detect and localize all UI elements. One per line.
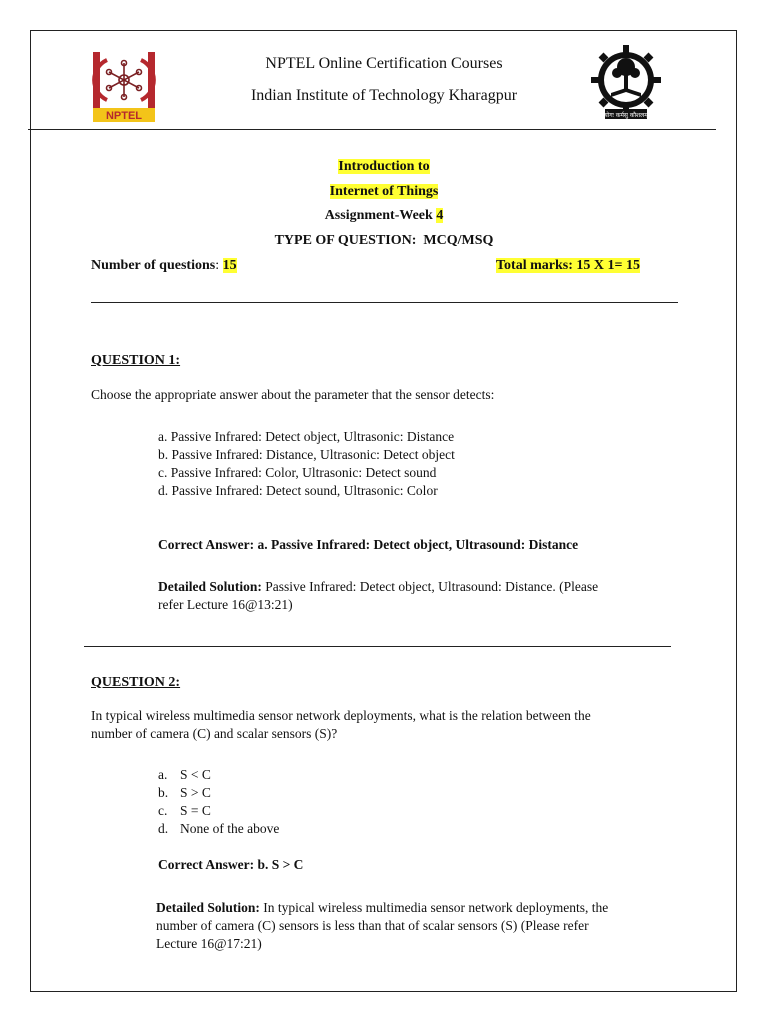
question-2-heading xyxy=(91,674,180,692)
question-2-solution-line3: Lecture 16@17:21) xyxy=(156,936,262,951)
total-marks xyxy=(496,257,640,275)
question-2-options xyxy=(158,766,279,838)
course-title-text1: Introduction to xyxy=(338,159,430,174)
header-rule xyxy=(28,129,716,130)
option-label: d. xyxy=(158,821,169,836)
num-questions-sep: : xyxy=(215,258,223,273)
question-1-solution-line1: Passive Infrared: Detect object, Ultrasound: Distance. (Please xyxy=(261,579,599,594)
question-1-solution xyxy=(158,578,678,614)
question-2-text-line2: number of camera (C) and scalar sensors (S)? xyxy=(91,726,338,741)
assignment-prefix: Assignment-Week xyxy=(324,208,437,223)
question-1-option-b: b. Passive Infrared: Distance, Ultrasonic: Detect object xyxy=(158,447,455,462)
course-title-line1 xyxy=(0,158,768,176)
question-2-solution xyxy=(156,899,696,953)
option-label: c. xyxy=(158,803,168,818)
assignment-week-number: 4 xyxy=(436,208,444,223)
num-questions-label: Number of questions xyxy=(91,258,216,273)
question-type: TYPE OF QUESTION: MCQ/MSQ xyxy=(274,233,494,248)
question-divider xyxy=(84,646,671,647)
num-questions xyxy=(91,257,237,275)
question-1-option-a: a. Passive Infrared: Detect object, Ultrasonic: Distance xyxy=(158,429,455,444)
course-title-line2 xyxy=(0,183,768,201)
header-line2: Indian Institute of Technology Kharagpur xyxy=(250,87,518,104)
option-text: S = C xyxy=(180,803,211,818)
option-text: S > C xyxy=(180,785,211,800)
option-label: a. xyxy=(158,767,168,782)
title-rule xyxy=(91,302,678,303)
option-text: None of the above xyxy=(180,821,280,836)
question-1-options xyxy=(158,428,455,500)
question-2-text xyxy=(91,707,691,743)
question-1-correct-answer: Correct Answer: a. Passive Infrared: Detect object, Ultrasound: Distance xyxy=(158,537,579,552)
question-1-option-d: d. Passive Infrared: Detect sound, Ultrasonic: Color xyxy=(158,483,438,498)
question-1-heading-text: QUESTION 1: xyxy=(91,353,181,368)
question-2-correct-answer: Correct Answer: b. S > C xyxy=(158,857,304,872)
question-2-option-b xyxy=(158,784,279,802)
option-text: S < C xyxy=(180,767,211,782)
option-label: b. xyxy=(158,785,169,800)
question-1-solution-line2: refer Lecture 16@13:21) xyxy=(158,597,293,612)
question-2-solution-line2: number of camera (C) sensors is less than that of scalar sensors (S) (Please refer xyxy=(156,918,589,933)
nptel-logo-text: NPTEL xyxy=(105,110,143,122)
num-questions-value: 15 xyxy=(222,258,237,273)
question-2-option-d xyxy=(158,820,279,838)
question-1-solution-label: Detailed Solution: xyxy=(158,579,262,594)
question-1-heading xyxy=(91,352,180,370)
question-2-solution-line1: In typical wireless multimedia sensor network deployments, the xyxy=(259,900,609,915)
question-1-text: Choose the appropriate answer about the parameter that the sensor detects: xyxy=(91,387,495,402)
assignment-week xyxy=(0,207,768,225)
course-title-text2: Internet of Things xyxy=(329,184,439,199)
total-marks-text: Total marks: 15 X 1= 15 xyxy=(496,258,640,273)
question-1-option-c: c. Passive Infrared: Color, Ultrasonic: Detect sound xyxy=(158,465,437,480)
question-2-text-line1: In typical wireless multimedia sensor network deployments, what is the relation between the xyxy=(91,708,591,723)
header-line1: NPTEL Online Certification Courses xyxy=(265,55,503,72)
iit-logo-caption: योगः कर्मसु कौशलम् xyxy=(604,112,648,119)
iit-kharagpur-logo xyxy=(591,43,661,121)
question-2-option-c xyxy=(158,802,279,820)
question-2-option-a xyxy=(158,766,279,784)
question-2-solution-label: Detailed Solution: xyxy=(156,900,260,915)
question-2-heading-text: QUESTION 2: xyxy=(91,675,181,690)
